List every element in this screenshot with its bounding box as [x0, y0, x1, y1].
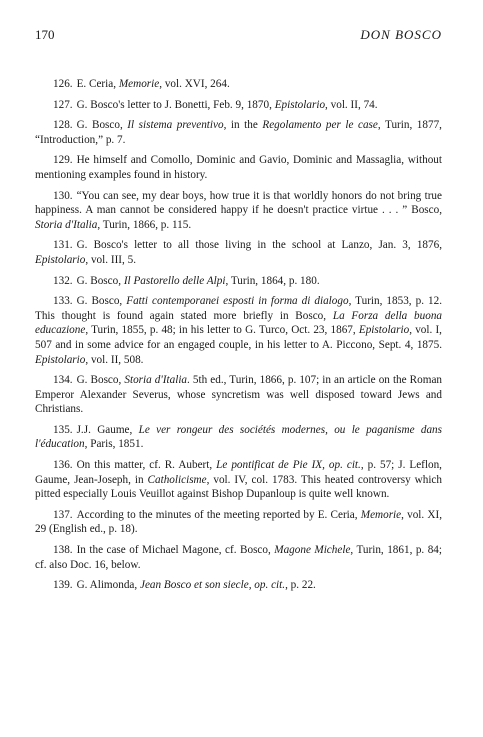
- endnote: [35, 98, 442, 113]
- endnote-text: J.J. Gaume,: [76, 423, 139, 436]
- endnote: [35, 508, 442, 537]
- endnote-text: “You can see, my dear boys, how true it is that worldly honors do not bring true happiness. A man cannot be considered happy if he doesn't practice virtue . . . ” Bosco,: [35, 189, 442, 217]
- endnote-text: , Turin, 1866, p. 115.: [97, 218, 192, 231]
- endnote-text: , vol. XI, 29 (English ed., p. 18).: [35, 508, 442, 536]
- endnote-text: G. Bosco,: [76, 119, 128, 132]
- endnote-text: , Turin, 1853, p. 12. This thought is found again stated more briefly in Bosco,: [35, 295, 442, 322]
- endnote-italic-title: Epistolario: [274, 98, 326, 111]
- endnote-italic-title: Epistolario: [358, 324, 410, 337]
- endnote-italic-title: Le ver rongeur des sociétés modernes, ou le paganisme dans l'éducation: [35, 423, 442, 451]
- endnote-text: G. Bosco's letter to all those living in the school at Lanzo, Jan. 3, 1876,: [76, 239, 442, 252]
- endnote-text: , Turin, 1861, p. 84; cf. also Doc. 16, below.: [35, 544, 442, 571]
- endnote-number: 135.: [53, 423, 73, 436]
- endnote-italic-title: Il sistema preventivo: [127, 119, 224, 132]
- page-number: 170: [35, 27, 55, 42]
- running-title: DON BOSCO: [360, 27, 442, 42]
- endnote: [35, 189, 442, 233]
- endnote-text: , Turin, 1877, “Introduction,” p. 7.: [35, 119, 442, 146]
- endnote: [35, 373, 442, 417]
- endnotes-list: [35, 77, 442, 599]
- endnote-number: 132.: [53, 274, 73, 287]
- endnote-text: , Turin, 1855, p. 48; in his letter to G. Turco, Oct. 23, 1867,: [85, 324, 359, 337]
- endnote-text: , vol. I, 507 and in some advice for an engaged couple, in his letter to A. Piccono, Sept. 4, 1875.: [35, 324, 442, 351]
- endnote: [35, 423, 442, 452]
- endnote: [35, 458, 442, 502]
- endnote-italic-title: Memorie: [118, 78, 160, 90]
- endnote-italic-title: Le pontificat de Pie IX, op. cit.: [216, 459, 361, 472]
- endnote-italic-title: Storia d'Italia: [124, 374, 188, 387]
- endnote-number: 130.: [53, 189, 73, 202]
- endnote-italic-title: Il Pastorello delle Alpi: [123, 274, 226, 287]
- endnote-italic-title: Catholicisme: [147, 473, 207, 486]
- endnote-italic-title: Storia d'Italia: [35, 218, 98, 231]
- endnote-text: , vol. II, 508.: [85, 353, 144, 366]
- endnote-text: , vol. XVI, 264.: [159, 78, 230, 90]
- endnote-italic-title: Epistolario: [35, 253, 86, 266]
- endnote-text: G. Bosco's letter to J. Bonetti, Feb. 9, 1870,: [76, 98, 275, 111]
- endnote-number: 134.: [53, 374, 73, 387]
- endnote-text: He himself and Comollo, Dominic and Gavio, Dominic and Massaglia, without mentioning examples found in history.: [35, 154, 442, 181]
- endnote-number: 127.: [53, 98, 73, 111]
- endnote-number: 137.: [53, 508, 73, 521]
- endnote-text: , Turin, 1864, p. 180.: [225, 274, 320, 287]
- endnote-number: 129.: [53, 154, 73, 167]
- endnote-number: 136.: [53, 459, 73, 472]
- endnote: [35, 77, 442, 92]
- endnote-text: G. Alimonda,: [76, 579, 140, 592]
- endnote: [35, 543, 442, 572]
- endnote-text: , p. 22.: [285, 579, 316, 592]
- endnote-text: G. Bosco,: [76, 274, 124, 287]
- endnote: [35, 274, 442, 289]
- endnote-text: G. Bosco,: [76, 295, 127, 308]
- endnote-italic-title: Regolamento per le case: [262, 119, 378, 132]
- endnote-text: , vol. II, 74.: [325, 98, 378, 111]
- endnote: [35, 238, 442, 267]
- running-head: [35, 27, 442, 47]
- endnote-text: , vol. III, 5.: [85, 253, 137, 266]
- endnote-text: G. Bosco,: [76, 374, 125, 387]
- endnote-text: . 5th ed., Turin, 1866, p. 107; in an article on the Roman Emperor Alexander Severus, whose syncretism was well disposed toward Jews and Christians.: [35, 374, 443, 416]
- endnote-number: 138.: [53, 544, 73, 557]
- endnote-italic-title: Epistolario: [35, 353, 86, 366]
- endnote-number: 128.: [53, 119, 73, 132]
- endnote-text: E. Ceria,: [76, 78, 119, 90]
- endnote-italic-title: Jean Bosco et son siecle, op. cit.: [139, 579, 286, 592]
- endnote-text: In the case of Michael Magone, cf. Bosco,: [76, 544, 275, 557]
- endnote-italic-title: Magone Michele: [274, 544, 351, 557]
- endnote-italic-title: La Forza della buona educazione: [35, 309, 443, 337]
- endnote-text: On this matter, cf. R. Aubert,: [76, 459, 217, 472]
- endnote-text: , vol. IV, col. 1783. This heated controversy which pitted especially Louis Veuillot against Bishop Dupanloup is quite well known.: [35, 473, 442, 501]
- endnote-number: 133.: [53, 295, 73, 308]
- endnote-number: 126.: [53, 78, 73, 90]
- endnote: [35, 578, 442, 593]
- endnote-number: 131.: [53, 239, 73, 252]
- endnote-text: , p. 57; J. Leflon, Gaume, Jean-Joseph, in: [35, 459, 442, 486]
- endnote-italic-title: Fatti contemporanei esposti in forma di dialogo: [126, 295, 349, 308]
- endnote: [35, 118, 442, 147]
- endnote: [35, 294, 442, 367]
- endnote: [35, 153, 442, 182]
- endnote-italic-title: Memorie: [360, 508, 402, 521]
- endnote-number: 139.: [53, 579, 73, 592]
- endnote-text: , in the: [223, 119, 263, 132]
- endnote-text: According to the minutes of the meeting reported by E. Ceria,: [76, 508, 361, 521]
- endnote-text: , Paris, 1851.: [84, 438, 144, 451]
